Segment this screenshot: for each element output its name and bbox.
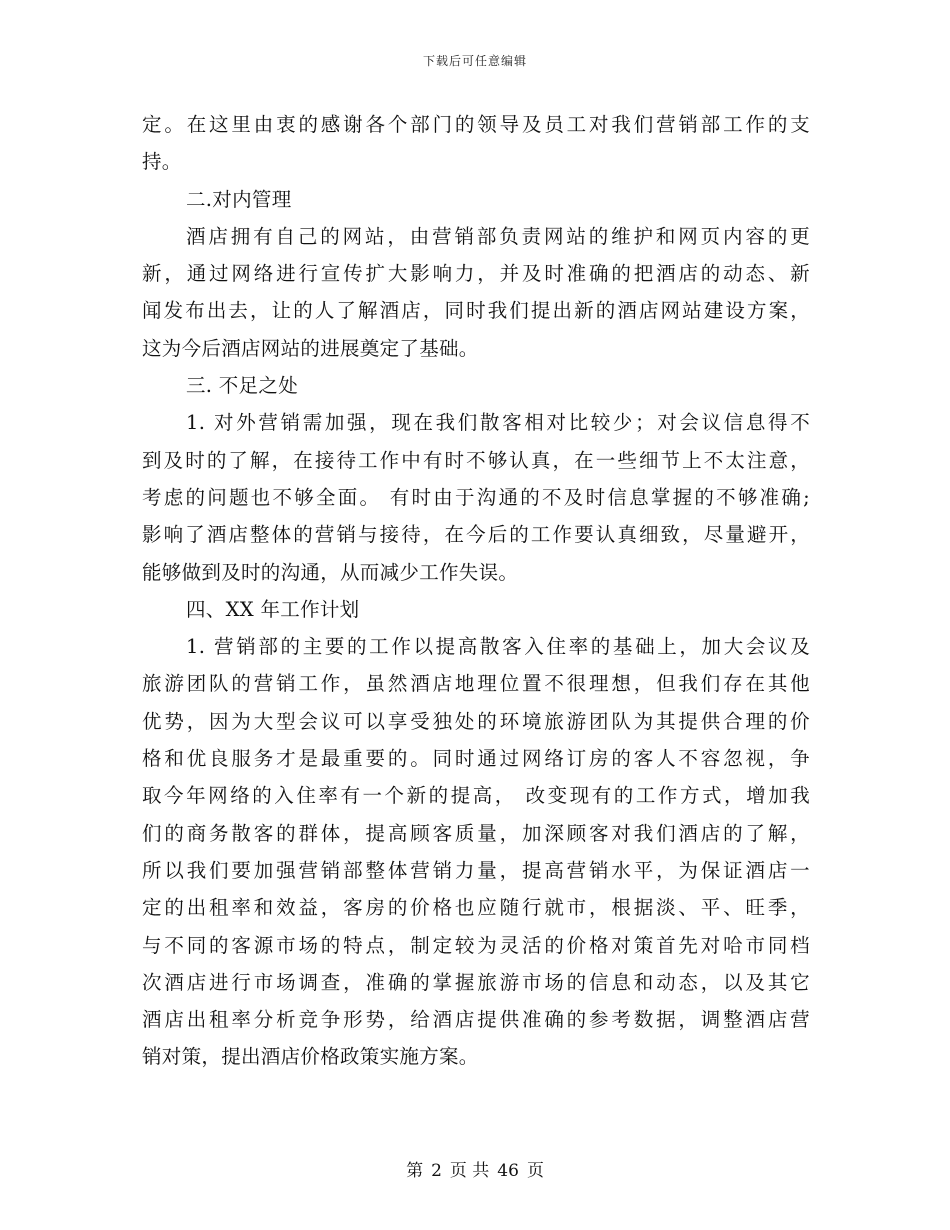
footer-total-pages: 46: [497, 1161, 519, 1181]
text-line-24: 次酒店进行市场调查，准确的掌握旅游市场的信息和动态，以及其它: [142, 970, 810, 994]
text-line-18: 格和优良服务才是最重要的。同时通过网络订房的客人不容忽视，争: [142, 747, 810, 771]
text-line-21: 所以我们要加强营销部整体营销力量，提高营销水平，为保证酒店一: [142, 858, 810, 882]
text-line-5: 新，通过网络进行宣传扩大影响力，并及时准确的把酒店的动态、新: [142, 262, 810, 286]
text-line-13: 能够做到及时的沟通，从而减少工作失误。: [142, 560, 519, 584]
text-line-23: 与不同的客源市场的特点，制定较为灵活的价格对策首先对哈市同档: [142, 933, 810, 957]
text-line-11: 考虑的问题也不够全面。 有时由于沟通的不及时信息掌握的不够准确;: [142, 485, 810, 509]
text-line-15: 1. 营销部的主要的工作以提高散客入住率的基础上，加大会议及: [186, 635, 810, 659]
text-line-12: 影响了酒店整体的营销与接待，在今后的工作要认真细致，尽量避开，: [142, 523, 810, 547]
footer-middle: 页 共: [449, 1161, 490, 1181]
page-header-note: 下载后可任意编辑: [422, 54, 527, 68]
text-line-26: 销对策，提出酒店价格政策实施方案。: [142, 1045, 479, 1069]
text-line-22: 定的出租率和效益，客房的价格也应随行就市，根据淡、平、旺季，: [142, 896, 810, 920]
footer-prefix: 第: [406, 1161, 424, 1181]
text-line-1: 定。在这里由衷的感谢各个部门的领导及员工对我们营销部工作的支: [142, 113, 810, 136]
text-line-2: 持。: [142, 150, 182, 174]
text-line-10: 到及时的了解，在接待工作中有时不够认真，在一些细节上不太注意，: [142, 448, 810, 472]
text-line-17: 优势，因为大型会议可以享受独处的环境旅游团队为其提供合理的价: [142, 709, 810, 733]
footer-page-number: 2: [431, 1161, 442, 1181]
section-heading-shortcomings: 三. 不足之处: [186, 374, 298, 398]
text-line-25: 酒店出租率分析竞争形势，给酒店提供准确的参考数据，调整酒店营: [142, 1008, 810, 1032]
document-body: [142, 106, 810, 1076]
text-line-7: 这为今后酒店网站的进展奠定了基础。: [142, 336, 479, 360]
text-line-19: 取今年网络的入住率有一个新的提高， 改变现有的工作方式，增加我: [142, 784, 810, 808]
text-line-6: 闻发布出去，让的人了解酒店，同时我们提出新的酒店网站建设方案，: [142, 299, 810, 323]
text-line-16: 旅游团队的营销工作，虽然酒店地理位置不很理想，但我们存在其他: [142, 672, 810, 696]
text-line-4: 酒店拥有自己的网站，由营销部负责网站的维护和网页内容的更: [186, 224, 810, 248]
section-heading-work-plan: 四、XX 年工作计划: [186, 597, 360, 621]
text-line-20: 们的商务散客的群体，提高顾客质量，加深顾客对我们酒店的了解，: [142, 821, 810, 845]
text-line-9: 1. 对外营销需加强，现在我们散客相对比较少；对会议信息得不: [186, 411, 810, 435]
section-heading-internal: 二.对内管理: [186, 187, 292, 211]
page-footer: [0, 1156, 950, 1181]
footer-suffix: 页: [526, 1161, 544, 1181]
